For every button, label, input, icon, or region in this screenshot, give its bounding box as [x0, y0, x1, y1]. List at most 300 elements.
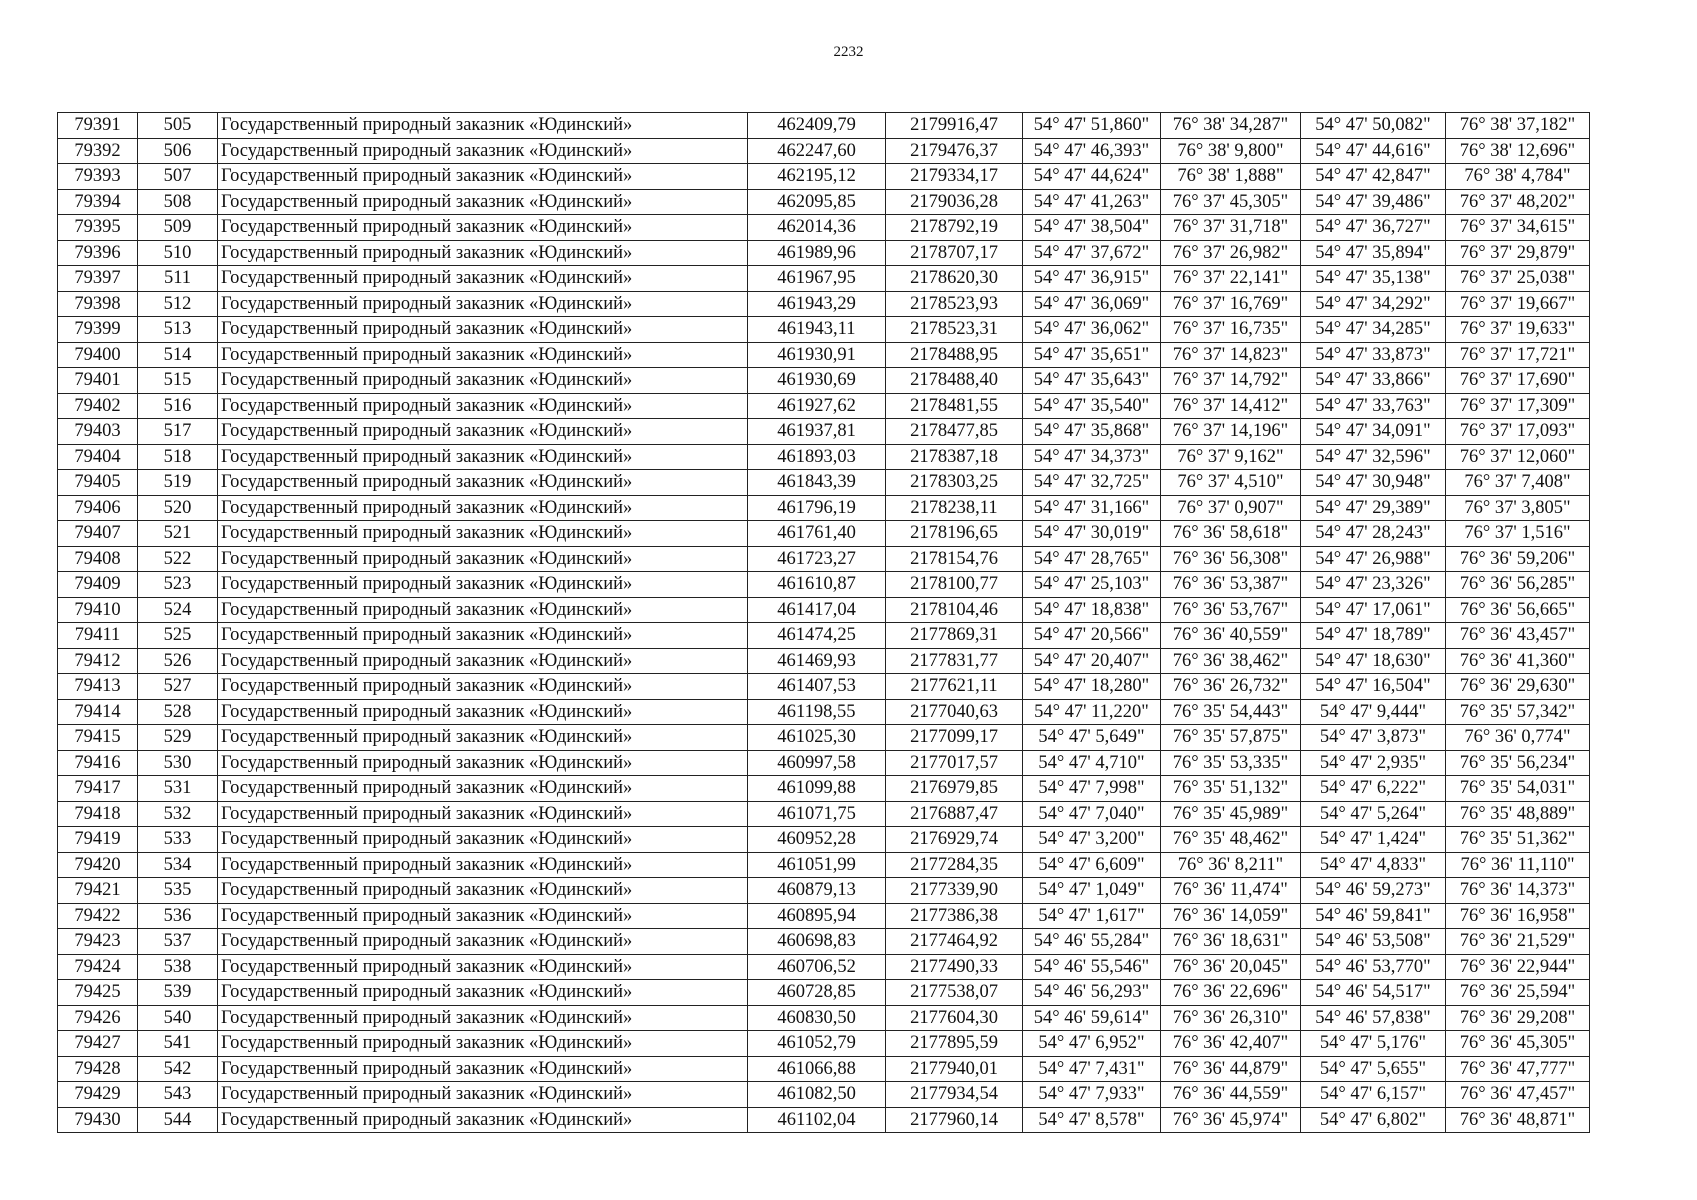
latitude-2-cell: 54° 47' 18,789" [1301, 623, 1446, 649]
longitude-2-cell: 76° 35' 57,342" [1446, 699, 1590, 725]
longitude-1-cell: 76° 36' 53,767" [1161, 597, 1301, 623]
point-number-cell: 539 [138, 980, 218, 1006]
name-cell: Государственный природный заказник «Юдинский» [218, 393, 748, 419]
latitude-1-cell: 54° 47' 36,062" [1023, 317, 1161, 343]
longitude-2-cell: 76° 36' 22,944" [1446, 954, 1590, 980]
longitude-1-cell: 76° 35' 57,875" [1161, 725, 1301, 751]
latitude-2-cell: 54° 47' 16,504" [1301, 674, 1446, 700]
point-number-cell: 535 [138, 878, 218, 904]
longitude-1-cell: 76° 35' 53,335" [1161, 750, 1301, 776]
y-coordinate-cell: 2179916,47 [886, 113, 1023, 139]
latitude-2-cell: 54° 47' 34,292" [1301, 291, 1446, 317]
y-coordinate-cell: 2177960,14 [886, 1107, 1023, 1133]
latitude-2-cell: 54° 46' 53,770" [1301, 954, 1446, 980]
row-id-cell: 79426 [58, 1005, 138, 1031]
table-row [58, 674, 1590, 700]
y-coordinate-cell: 2179036,28 [886, 189, 1023, 215]
point-number-cell: 529 [138, 725, 218, 751]
table-row [58, 725, 1590, 751]
name-cell: Государственный природный заказник «Юдинский» [218, 419, 748, 445]
latitude-1-cell: 54° 47' 46,393" [1023, 138, 1161, 164]
point-number-cell: 509 [138, 215, 218, 241]
y-coordinate-cell: 2178707,17 [886, 240, 1023, 266]
row-id-cell: 79413 [58, 674, 138, 700]
row-id-cell: 79393 [58, 164, 138, 190]
x-coordinate-cell: 461066,88 [748, 1056, 886, 1082]
latitude-1-cell: 54° 47' 32,725" [1023, 470, 1161, 496]
x-coordinate-cell: 461937,81 [748, 419, 886, 445]
name-cell: Государственный природный заказник «Юдинский» [218, 215, 748, 241]
x-coordinate-cell: 461893,03 [748, 444, 886, 470]
longitude-2-cell: 76° 36' 59,206" [1446, 546, 1590, 572]
longitude-2-cell: 76° 36' 56,665" [1446, 597, 1590, 623]
point-number-cell: 540 [138, 1005, 218, 1031]
row-id-cell: 79421 [58, 878, 138, 904]
latitude-1-cell: 54° 46' 55,284" [1023, 929, 1161, 955]
latitude-2-cell: 54° 47' 28,243" [1301, 521, 1446, 547]
y-coordinate-cell: 2177464,92 [886, 929, 1023, 955]
y-coordinate-cell: 2178100,77 [886, 572, 1023, 598]
x-coordinate-cell: 461474,25 [748, 623, 886, 649]
longitude-2-cell: 76° 37' 17,309" [1446, 393, 1590, 419]
longitude-1-cell: 76° 37' 45,305" [1161, 189, 1301, 215]
name-cell: Государственный природный заказник «Юдинский» [218, 189, 748, 215]
longitude-1-cell: 76° 37' 26,982" [1161, 240, 1301, 266]
y-coordinate-cell: 2177040,63 [886, 699, 1023, 725]
y-coordinate-cell: 2178303,25 [886, 470, 1023, 496]
latitude-2-cell: 54° 47' 33,873" [1301, 342, 1446, 368]
latitude-1-cell: 54° 47' 31,166" [1023, 495, 1161, 521]
latitude-1-cell: 54° 47' 4,710" [1023, 750, 1161, 776]
row-id-cell: 79418 [58, 801, 138, 827]
point-number-cell: 530 [138, 750, 218, 776]
name-cell: Государственный природный заказник «Юдинский» [218, 623, 748, 649]
name-cell: Государственный природный заказник «Юдинский» [218, 342, 748, 368]
longitude-1-cell: 76° 37' 4,510" [1161, 470, 1301, 496]
longitude-2-cell: 76° 37' 1,516" [1446, 521, 1590, 547]
x-coordinate-cell: 461943,11 [748, 317, 886, 343]
latitude-1-cell: 54° 47' 7,933" [1023, 1082, 1161, 1108]
x-coordinate-cell: 461052,79 [748, 1031, 886, 1057]
point-number-cell: 517 [138, 419, 218, 445]
x-coordinate-cell: 460706,52 [748, 954, 886, 980]
table-row [58, 1082, 1590, 1108]
x-coordinate-cell: 461025,30 [748, 725, 886, 751]
longitude-2-cell: 76° 37' 29,879" [1446, 240, 1590, 266]
longitude-1-cell: 76° 37' 14,196" [1161, 419, 1301, 445]
y-coordinate-cell: 2178523,93 [886, 291, 1023, 317]
longitude-1-cell: 76° 36' 44,879" [1161, 1056, 1301, 1082]
table-row [58, 521, 1590, 547]
name-cell: Государственный природный заказник «Юдинский» [218, 266, 748, 292]
x-coordinate-cell: 461071,75 [748, 801, 886, 827]
point-number-cell: 532 [138, 801, 218, 827]
name-cell: Государственный природный заказник «Юдинский» [218, 929, 748, 955]
point-number-cell: 511 [138, 266, 218, 292]
latitude-2-cell: 54° 46' 57,838" [1301, 1005, 1446, 1031]
y-coordinate-cell: 2177621,11 [886, 674, 1023, 700]
y-coordinate-cell: 2179334,17 [886, 164, 1023, 190]
longitude-2-cell: 76° 36' 14,373" [1446, 878, 1590, 904]
latitude-1-cell: 54° 47' 18,838" [1023, 597, 1161, 623]
longitude-1-cell: 76° 37' 31,718" [1161, 215, 1301, 241]
latitude-2-cell: 54° 47' 2,935" [1301, 750, 1446, 776]
latitude-2-cell: 54° 47' 17,061" [1301, 597, 1446, 623]
y-coordinate-cell: 2178238,11 [886, 495, 1023, 521]
latitude-2-cell: 54° 47' 5,655" [1301, 1056, 1446, 1082]
name-cell: Государственный природный заказник «Юдинский» [218, 878, 748, 904]
row-id-cell: 79423 [58, 929, 138, 955]
point-number-cell: 520 [138, 495, 218, 521]
longitude-1-cell: 76° 36' 44,559" [1161, 1082, 1301, 1108]
x-coordinate-cell: 461102,04 [748, 1107, 886, 1133]
x-coordinate-cell: 462095,85 [748, 189, 886, 215]
name-cell: Государственный природный заказник «Юдинский» [218, 801, 748, 827]
table-row [58, 827, 1590, 853]
longitude-1-cell: 76° 36' 26,310" [1161, 1005, 1301, 1031]
row-id-cell: 79396 [58, 240, 138, 266]
latitude-2-cell: 54° 47' 23,326" [1301, 572, 1446, 598]
y-coordinate-cell: 2177490,33 [886, 954, 1023, 980]
name-cell: Государственный природный заказник «Юдинский» [218, 1082, 748, 1108]
latitude-1-cell: 54° 47' 36,069" [1023, 291, 1161, 317]
row-id-cell: 79419 [58, 827, 138, 853]
point-number-cell: 542 [138, 1056, 218, 1082]
latitude-1-cell: 54° 47' 41,263" [1023, 189, 1161, 215]
name-cell: Государственный природный заказник «Юдинский» [218, 597, 748, 623]
row-id-cell: 79427 [58, 1031, 138, 1057]
longitude-1-cell: 76° 35' 48,462" [1161, 827, 1301, 853]
name-cell: Государственный природный заказник «Юдинский» [218, 546, 748, 572]
y-coordinate-cell: 2177831,77 [886, 648, 1023, 674]
name-cell: Государственный природный заказник «Юдинский» [218, 1056, 748, 1082]
name-cell: Государственный природный заказник «Юдинский» [218, 725, 748, 751]
longitude-2-cell: 76° 36' 41,360" [1446, 648, 1590, 674]
table-row [58, 189, 1590, 215]
longitude-1-cell: 76° 36' 20,045" [1161, 954, 1301, 980]
point-number-cell: 515 [138, 368, 218, 394]
point-number-cell: 522 [138, 546, 218, 572]
latitude-2-cell: 54° 47' 29,389" [1301, 495, 1446, 521]
point-number-cell: 513 [138, 317, 218, 343]
x-coordinate-cell: 460952,28 [748, 827, 886, 853]
table-row [58, 495, 1590, 521]
x-coordinate-cell: 460698,83 [748, 929, 886, 955]
row-id-cell: 79407 [58, 521, 138, 547]
y-coordinate-cell: 2177386,38 [886, 903, 1023, 929]
row-id-cell: 79392 [58, 138, 138, 164]
longitude-2-cell: 76° 37' 3,805" [1446, 495, 1590, 521]
table-row [58, 699, 1590, 725]
y-coordinate-cell: 2177934,54 [886, 1082, 1023, 1108]
x-coordinate-cell: 461927,62 [748, 393, 886, 419]
latitude-1-cell: 54° 47' 1,049" [1023, 878, 1161, 904]
row-id-cell: 79403 [58, 419, 138, 445]
longitude-1-cell: 76° 36' 11,474" [1161, 878, 1301, 904]
x-coordinate-cell: 461099,88 [748, 776, 886, 802]
name-cell: Государственный природный заказник «Юдинский» [218, 903, 748, 929]
x-coordinate-cell: 460895,94 [748, 903, 886, 929]
x-coordinate-cell: 462247,60 [748, 138, 886, 164]
point-number-cell: 523 [138, 572, 218, 598]
table-row [58, 266, 1590, 292]
latitude-1-cell: 54° 47' 1,617" [1023, 903, 1161, 929]
longitude-2-cell: 76° 37' 17,721" [1446, 342, 1590, 368]
x-coordinate-cell: 461051,99 [748, 852, 886, 878]
point-number-cell: 527 [138, 674, 218, 700]
x-coordinate-cell: 460997,58 [748, 750, 886, 776]
row-id-cell: 79417 [58, 776, 138, 802]
point-number-cell: 534 [138, 852, 218, 878]
y-coordinate-cell: 2177284,35 [886, 852, 1023, 878]
point-number-cell: 525 [138, 623, 218, 649]
row-id-cell: 79401 [58, 368, 138, 394]
longitude-1-cell: 76° 35' 54,443" [1161, 699, 1301, 725]
longitude-1-cell: 76° 37' 0,907" [1161, 495, 1301, 521]
point-number-cell: 512 [138, 291, 218, 317]
name-cell: Государственный природный заказник «Юдинский» [218, 572, 748, 598]
latitude-1-cell: 54° 47' 6,609" [1023, 852, 1161, 878]
latitude-2-cell: 54° 47' 35,138" [1301, 266, 1446, 292]
latitude-1-cell: 54° 47' 7,431" [1023, 1056, 1161, 1082]
longitude-2-cell: 76° 37' 19,667" [1446, 291, 1590, 317]
table-row [58, 1107, 1590, 1133]
latitude-1-cell: 54° 47' 18,280" [1023, 674, 1161, 700]
latitude-1-cell: 54° 47' 38,504" [1023, 215, 1161, 241]
y-coordinate-cell: 2178196,65 [886, 521, 1023, 547]
point-number-cell: 537 [138, 929, 218, 955]
x-coordinate-cell: 461198,55 [748, 699, 886, 725]
longitude-2-cell: 76° 37' 48,202" [1446, 189, 1590, 215]
latitude-1-cell: 54° 47' 20,566" [1023, 623, 1161, 649]
longitude-2-cell: 76° 36' 29,208" [1446, 1005, 1590, 1031]
latitude-1-cell: 54° 47' 20,407" [1023, 648, 1161, 674]
table-row [58, 852, 1590, 878]
table-row [58, 878, 1590, 904]
longitude-2-cell: 76° 37' 25,038" [1446, 266, 1590, 292]
x-coordinate-cell: 461930,91 [748, 342, 886, 368]
x-coordinate-cell: 460879,13 [748, 878, 886, 904]
x-coordinate-cell: 461796,19 [748, 495, 886, 521]
point-number-cell: 541 [138, 1031, 218, 1057]
longitude-2-cell: 76° 37' 12,060" [1446, 444, 1590, 470]
x-coordinate-cell: 460728,85 [748, 980, 886, 1006]
point-number-cell: 507 [138, 164, 218, 190]
latitude-1-cell: 54° 47' 11,220" [1023, 699, 1161, 725]
longitude-2-cell: 76° 37' 7,408" [1446, 470, 1590, 496]
x-coordinate-cell: 462195,12 [748, 164, 886, 190]
row-id-cell: 79400 [58, 342, 138, 368]
latitude-2-cell: 54° 47' 32,596" [1301, 444, 1446, 470]
name-cell: Государственный природный заказник «Юдинский» [218, 317, 748, 343]
row-id-cell: 79422 [58, 903, 138, 929]
x-coordinate-cell: 462409,79 [748, 113, 886, 139]
name-cell: Государственный природный заказник «Юдинский» [218, 1031, 748, 1057]
y-coordinate-cell: 2178387,18 [886, 444, 1023, 470]
x-coordinate-cell: 461082,50 [748, 1082, 886, 1108]
name-cell: Государственный природный заказник «Юдинский» [218, 495, 748, 521]
longitude-1-cell: 76° 36' 42,407" [1161, 1031, 1301, 1057]
x-coordinate-cell: 461610,87 [748, 572, 886, 598]
longitude-1-cell: 76° 36' 26,732" [1161, 674, 1301, 700]
x-coordinate-cell: 461407,53 [748, 674, 886, 700]
y-coordinate-cell: 2177604,30 [886, 1005, 1023, 1031]
point-number-cell: 518 [138, 444, 218, 470]
longitude-1-cell: 76° 38' 1,888" [1161, 164, 1301, 190]
latitude-2-cell: 54° 47' 9,444" [1301, 699, 1446, 725]
longitude-1-cell: 76° 38' 34,287" [1161, 113, 1301, 139]
row-id-cell: 79430 [58, 1107, 138, 1133]
table-row [58, 597, 1590, 623]
x-coordinate-cell: 461761,40 [748, 521, 886, 547]
table-row [58, 215, 1590, 241]
longitude-2-cell: 76° 36' 11,110" [1446, 852, 1590, 878]
row-id-cell: 79425 [58, 980, 138, 1006]
point-number-cell: 536 [138, 903, 218, 929]
y-coordinate-cell: 2177099,17 [886, 725, 1023, 751]
latitude-1-cell: 54° 47' 35,651" [1023, 342, 1161, 368]
latitude-2-cell: 54° 47' 5,176" [1301, 1031, 1446, 1057]
latitude-2-cell: 54° 47' 42,847" [1301, 164, 1446, 190]
table-row [58, 954, 1590, 980]
page-number: 2232 [833, 44, 864, 60]
x-coordinate-cell: 461843,39 [748, 470, 886, 496]
latitude-2-cell: 54° 47' 18,630" [1301, 648, 1446, 674]
latitude-2-cell: 54° 47' 34,285" [1301, 317, 1446, 343]
row-id-cell: 79397 [58, 266, 138, 292]
longitude-2-cell: 76° 35' 56,234" [1446, 750, 1590, 776]
x-coordinate-cell: 461989,96 [748, 240, 886, 266]
longitude-1-cell: 76° 37' 16,769" [1161, 291, 1301, 317]
latitude-2-cell: 54° 47' 33,763" [1301, 393, 1446, 419]
latitude-1-cell: 54° 47' 8,578" [1023, 1107, 1161, 1133]
latitude-1-cell: 54° 47' 5,649" [1023, 725, 1161, 751]
point-number-cell: 510 [138, 240, 218, 266]
latitude-2-cell: 54° 46' 53,508" [1301, 929, 1446, 955]
longitude-1-cell: 76° 36' 58,618" [1161, 521, 1301, 547]
row-id-cell: 79395 [58, 215, 138, 241]
name-cell: Государственный природный заказник «Юдинский» [218, 521, 748, 547]
longitude-1-cell: 76° 37' 14,823" [1161, 342, 1301, 368]
longitude-2-cell: 76° 38' 37,182" [1446, 113, 1590, 139]
table-row [58, 572, 1590, 598]
longitude-2-cell: 76° 36' 48,871" [1446, 1107, 1590, 1133]
longitude-2-cell: 76° 36' 45,305" [1446, 1031, 1590, 1057]
row-id-cell: 79408 [58, 546, 138, 572]
y-coordinate-cell: 2178477,85 [886, 419, 1023, 445]
longitude-1-cell: 76° 37' 14,792" [1161, 368, 1301, 394]
latitude-1-cell: 54° 46' 56,293" [1023, 980, 1161, 1006]
latitude-2-cell: 54° 47' 5,264" [1301, 801, 1446, 827]
latitude-2-cell: 54° 47' 4,833" [1301, 852, 1446, 878]
point-number-cell: 538 [138, 954, 218, 980]
table-row [58, 648, 1590, 674]
y-coordinate-cell: 2177895,59 [886, 1031, 1023, 1057]
x-coordinate-cell: 461943,29 [748, 291, 886, 317]
y-coordinate-cell: 2178488,95 [886, 342, 1023, 368]
table-row [58, 444, 1590, 470]
table-row [58, 546, 1590, 572]
table-row [58, 980, 1590, 1006]
point-number-cell: 533 [138, 827, 218, 853]
y-coordinate-cell: 2177869,31 [886, 623, 1023, 649]
name-cell: Государственный природный заказник «Юдинский» [218, 1107, 748, 1133]
row-id-cell: 79429 [58, 1082, 138, 1108]
latitude-2-cell: 54° 47' 39,486" [1301, 189, 1446, 215]
table-row [58, 929, 1590, 955]
name-cell: Государственный природный заказник «Юдинский» [218, 291, 748, 317]
longitude-2-cell: 76° 37' 34,615" [1446, 215, 1590, 241]
y-coordinate-cell: 2177940,01 [886, 1056, 1023, 1082]
point-number-cell: 521 [138, 521, 218, 547]
name-cell: Государственный природный заказник «Юдинский» [218, 138, 748, 164]
longitude-1-cell: 76° 36' 56,308" [1161, 546, 1301, 572]
y-coordinate-cell: 2176979,85 [886, 776, 1023, 802]
point-number-cell: 524 [138, 597, 218, 623]
longitude-2-cell: 76° 37' 17,690" [1446, 368, 1590, 394]
point-number-cell: 544 [138, 1107, 218, 1133]
latitude-2-cell: 54° 47' 35,894" [1301, 240, 1446, 266]
longitude-2-cell: 76° 38' 12,696" [1446, 138, 1590, 164]
longitude-2-cell: 76° 35' 48,889" [1446, 801, 1590, 827]
latitude-1-cell: 54° 47' 37,672" [1023, 240, 1161, 266]
table-row [58, 240, 1590, 266]
row-id-cell: 79424 [58, 954, 138, 980]
row-id-cell: 79415 [58, 725, 138, 751]
point-number-cell: 516 [138, 393, 218, 419]
y-coordinate-cell: 2178154,76 [886, 546, 1023, 572]
longitude-2-cell: 76° 35' 51,362" [1446, 827, 1590, 853]
name-cell: Государственный природный заказник «Юдинский» [218, 1005, 748, 1031]
longitude-2-cell: 76° 37' 19,633" [1446, 317, 1590, 343]
longitude-1-cell: 76° 35' 51,132" [1161, 776, 1301, 802]
row-id-cell: 79428 [58, 1056, 138, 1082]
longitude-1-cell: 76° 37' 14,412" [1161, 393, 1301, 419]
table-row [58, 623, 1590, 649]
latitude-2-cell: 54° 46' 59,273" [1301, 878, 1446, 904]
longitude-1-cell: 76° 36' 8,211" [1161, 852, 1301, 878]
point-number-cell: 508 [138, 189, 218, 215]
y-coordinate-cell: 2178792,19 [886, 215, 1023, 241]
longitude-2-cell: 76° 36' 16,958" [1446, 903, 1590, 929]
longitude-2-cell: 76° 36' 0,774" [1446, 725, 1590, 751]
name-cell: Государственный природный заказник «Юдинский» [218, 444, 748, 470]
table-row [58, 138, 1590, 164]
x-coordinate-cell: 461930,69 [748, 368, 886, 394]
latitude-2-cell: 54° 47' 30,948" [1301, 470, 1446, 496]
name-cell: Государственный природный заказник «Юдинский» [218, 368, 748, 394]
row-id-cell: 79404 [58, 444, 138, 470]
name-cell: Государственный природный заказник «Юдинский» [218, 470, 748, 496]
table-row [58, 903, 1590, 929]
latitude-1-cell: 54° 47' 34,373" [1023, 444, 1161, 470]
name-cell: Государственный природный заказник «Юдинский» [218, 113, 748, 139]
latitude-2-cell: 54° 47' 6,157" [1301, 1082, 1446, 1108]
table-row [58, 164, 1590, 190]
longitude-2-cell: 76° 36' 47,457" [1446, 1082, 1590, 1108]
longitude-2-cell: 76° 37' 17,093" [1446, 419, 1590, 445]
y-coordinate-cell: 2177538,07 [886, 980, 1023, 1006]
y-coordinate-cell: 2178104,46 [886, 597, 1023, 623]
row-id-cell: 79391 [58, 113, 138, 139]
table-row [58, 801, 1590, 827]
x-coordinate-cell: 461967,95 [748, 266, 886, 292]
name-cell: Государственный природный заказник «Юдинский» [218, 648, 748, 674]
latitude-2-cell: 54° 47' 3,873" [1301, 725, 1446, 751]
longitude-1-cell: 76° 36' 14,059" [1161, 903, 1301, 929]
point-number-cell: 531 [138, 776, 218, 802]
latitude-1-cell: 54° 47' 7,998" [1023, 776, 1161, 802]
